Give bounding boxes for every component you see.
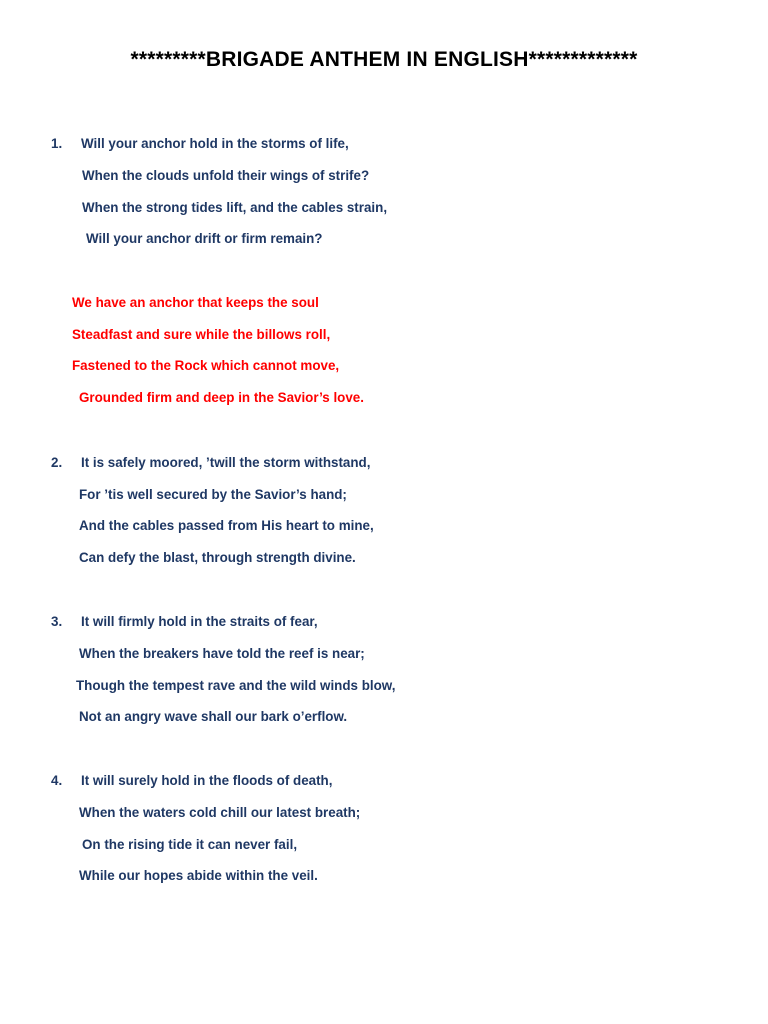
verse-4-number: 4. (51, 773, 63, 788)
verse-1-line-1: Will your anchor hold in the storms of life, (81, 136, 349, 151)
verse-1-line-3: When the strong tides lift, and the cables strain, (82, 200, 388, 215)
verse-3-line-2: When the breakers have told the reef is near; (79, 646, 365, 661)
verse-2-number: 2. (51, 455, 63, 470)
page-title: *********BRIGADE ANTHEM IN ENGLISH************* (130, 48, 638, 71)
verse-2-line-2: For ’tis well secured by the Savior’s hand; (79, 487, 347, 502)
chorus-line-4: Grounded firm and deep in the Savior’s love. (79, 390, 364, 405)
chorus-line-1: We have an anchor that keeps the soul (72, 295, 319, 310)
verse-4-line-2: When the waters cold chill our latest breath; (79, 805, 361, 820)
chorus-line-2: Steadfast and sure while the billows roll, (72, 327, 331, 342)
verse-2-line-4: Can defy the blast, through strength divine. (79, 550, 356, 565)
verse-3-line-1: It will firmly hold in the straits of fear, (81, 614, 318, 629)
verse-4-line-1: It will surely hold in the floods of death, (81, 773, 333, 788)
verse-4-line-4: While our hopes abide within the veil. (79, 868, 318, 883)
verse-4-line-3: On the rising tide it can never fail, (82, 837, 298, 852)
verse-1-line-4: Will your anchor drift or firm remain? (86, 231, 323, 246)
verse-3-line-3: Though the tempest rave and the wild winds blow, (76, 678, 396, 693)
verse-2-line-3: And the cables passed from His heart to mine, (79, 518, 374, 533)
chorus-line-3: Fastened to the Rock which cannot move, (72, 358, 340, 373)
verse-3-line-4: Not an angry wave shall our bark o’erflow. (79, 709, 348, 724)
verse-1-number: 1. (51, 136, 63, 151)
verse-2-line-1: It is safely moored, ’twill the storm withstand, (81, 455, 371, 470)
verse-3-number: 3. (51, 614, 63, 629)
verse-1-line-2: When the clouds unfold their wings of strife? (82, 168, 370, 183)
